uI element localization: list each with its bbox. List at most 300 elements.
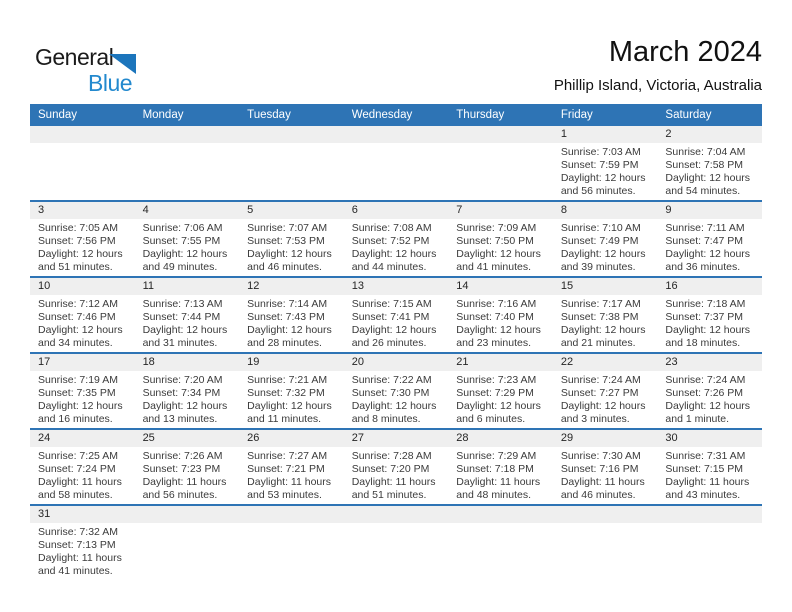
day-number-band [553,202,658,219]
detail-line: Sunrise: 7:31 AM [665,450,746,462]
day-number-band [448,126,553,143]
day-number-band [135,506,240,523]
day-details [239,219,344,276]
day-cell [344,506,449,580]
page-title: March 2024 [608,36,762,68]
detail-line: Sunrise: 7:17 AM [560,298,641,310]
day-cell [448,430,553,504]
day-number: 14 [456,280,469,292]
day-number: 20 [351,356,364,368]
detail-line: Sunrise: 7:15 AM [351,298,432,310]
detail-line: and 46 minutes. [247,261,322,273]
detail-line: and 51 minutes. [351,489,427,501]
detail-line: Sunrise: 7:21 AM [247,374,328,386]
day-number: 9 [665,204,672,216]
detail-line: and 23 minutes. [456,337,531,349]
detail-line: Sunrise: 7:28 AM [351,450,432,462]
detail-line: Sunrise: 7:04 AM [665,146,746,158]
day-cell [30,126,135,200]
detail-line: and 18 minutes. [665,337,741,349]
detail-line: and 53 minutes. [247,489,322,501]
detail-line: Sunset: 7:38 PM [560,311,639,323]
day-number-band [448,430,553,447]
detail-line: Daylight: 12 hours [142,400,228,412]
day-number-band [239,506,344,523]
day-number: 7 [456,204,463,216]
week-row [30,430,762,506]
day-details [553,219,658,276]
detail-line: and 13 minutes. [142,413,218,425]
detail-line: Sunset: 7:41 PM [351,311,430,323]
day-cell [30,202,135,276]
day-number-band [239,354,344,371]
detail-line: Daylight: 12 hours [560,400,646,412]
detail-line: Sunset: 7:56 PM [38,235,116,247]
day-details [657,219,762,276]
weekday-header-row [30,104,762,126]
detail-line: and 6 minutes. [456,413,526,425]
detail-line: and 41 minutes. [456,261,531,273]
day-cell [344,202,449,276]
logo-text-general: General [35,44,114,70]
day-details [344,295,449,352]
detail-line: Sunrise: 7:06 AM [142,222,223,234]
day-number-band [135,354,240,371]
detail-line: Daylight: 12 hours [456,400,541,412]
detail-line: and 44 minutes. [351,261,427,273]
day-cell [135,506,240,580]
detail-line: Daylight: 11 hours [142,476,227,488]
day-details [448,295,553,352]
detail-line: and 43 minutes. [665,489,741,501]
detail-line: Sunset: 7:55 PM [142,235,221,247]
day-number: 27 [351,432,364,444]
day-cell [135,354,240,428]
detail-line: Sunrise: 7:08 AM [351,222,432,234]
detail-line: Sunrise: 7:11 AM [665,222,745,234]
day-number-band [657,126,762,143]
day-number-band [135,278,240,295]
day-cell [135,126,240,200]
week-row [30,202,762,278]
title-block [554,36,762,94]
detail-line: Daylight: 12 hours [560,172,646,184]
detail-line: and 21 minutes. [560,337,636,349]
detail-line: Sunrise: 7:24 AM [560,374,641,386]
detail-line: Sunset: 7:44 PM [142,311,221,323]
weekday-header-monday: Monday [142,109,184,121]
day-cell [344,430,449,504]
detail-line: Daylight: 11 hours [247,476,331,488]
detail-line: Sunset: 7:32 PM [247,387,325,399]
day-cell [344,278,449,352]
day-details [448,447,553,504]
detail-line: and 8 minutes. [351,413,421,425]
detail-line: and 3 minutes. [560,413,630,425]
day-number-band [657,278,762,295]
day-cell [344,354,449,428]
day-number: 11 [142,280,154,292]
detail-line: Daylight: 12 hours [351,324,437,336]
day-number-band [553,506,658,523]
week-row [30,126,762,202]
day-details [135,447,240,504]
detail-line: Sunrise: 7:27 AM [247,450,328,462]
detail-line: Sunset: 7:52 PM [351,235,430,247]
detail-line: Sunset: 7:21 PM [247,463,325,475]
day-details [239,447,344,504]
detail-line: Daylight: 12 hours [247,400,332,412]
detail-line: Sunrise: 7:18 AM [665,298,746,310]
day-number-band [30,430,135,447]
day-details [448,143,553,148]
detail-line: Daylight: 12 hours [560,324,646,336]
day-number-band [135,126,240,143]
day-number: 22 [560,356,574,368]
weekday-header-tuesday: Tuesday [247,109,291,121]
detail-line: and 56 minutes. [142,489,218,501]
day-number-band [553,126,658,143]
day-number: 3 [38,204,45,216]
detail-line: Sunrise: 7:14 AM [247,298,328,310]
detail-line: Daylight: 12 hours [560,248,646,260]
day-number-band [657,506,762,523]
detail-line: and 39 minutes. [560,261,636,273]
day-details [239,523,344,528]
day-number: 6 [351,204,358,216]
day-number-band [344,430,449,447]
detail-line: and 36 minutes. [665,261,741,273]
detail-line: and 51 minutes. [38,261,113,273]
day-number-band [448,506,553,523]
detail-line: and 34 minutes. [38,337,113,349]
detail-line: and 58 minutes. [38,489,113,501]
detail-line: Sunrise: 7:19 AM [38,374,118,386]
detail-line: Daylight: 12 hours [247,248,332,260]
weekday-header-sunday: Sunday [38,109,78,121]
detail-line: Sunrise: 7:20 AM [142,374,223,386]
day-number-band [448,202,553,219]
detail-line: Sunset: 7:29 PM [456,387,534,399]
day-cell [135,430,240,504]
detail-line: Sunrise: 7:23 AM [456,374,537,386]
day-number-band [30,278,135,295]
detail-line: Sunset: 7:46 PM [38,311,116,323]
day-details [657,295,762,352]
detail-line: Daylight: 11 hours [560,476,645,488]
day-number: 28 [456,432,469,444]
detail-line: Daylight: 12 hours [665,400,751,412]
day-number-band [30,506,135,523]
detail-line: and 11 minutes. [247,413,322,425]
detail-line: Sunset: 7:30 PM [351,387,430,399]
day-number-band [448,354,553,371]
detail-line: and 48 minutes. [456,489,531,501]
day-cell [448,354,553,428]
day-details [30,523,135,580]
day-details [239,371,344,428]
detail-line: Sunset: 7:43 PM [247,311,325,323]
detail-line: Daylight: 11 hours [456,476,541,488]
detail-line: Sunset: 7:26 PM [665,387,744,399]
detail-line: Sunset: 7:35 PM [38,387,116,399]
day-details [553,143,658,200]
day-details [135,295,240,352]
day-number-band [135,430,240,447]
weekday-header-saturday: Saturday [665,109,712,121]
detail-line: Daylight: 12 hours [456,248,541,260]
day-number-band [30,354,135,371]
day-number-band [239,202,344,219]
day-details [344,219,449,276]
day-number: 30 [665,432,678,444]
day-number-band [344,202,449,219]
day-cell [239,126,344,200]
day-details [30,295,135,352]
day-details [135,143,240,148]
day-cell [448,126,553,200]
detail-line: Daylight: 11 hours [38,552,122,564]
day-number: 2 [665,128,672,140]
day-details [553,371,658,428]
detail-line: Sunrise: 7:25 AM [38,450,118,462]
detail-line: Daylight: 12 hours [247,324,332,336]
day-details [135,523,240,528]
detail-line: Daylight: 12 hours [665,324,751,336]
day-number: 17 [38,356,51,368]
detail-line: Daylight: 12 hours [142,324,228,336]
calendar [30,104,762,580]
day-details [344,447,449,504]
weekday-header-wednesday: Wednesday [351,109,413,121]
day-number-band [553,354,658,371]
day-cell [135,202,240,276]
day-cell [553,278,658,352]
detail-line: Sunrise: 7:29 AM [456,450,537,462]
detail-line: and 41 minutes. [38,565,113,577]
day-cell [30,354,135,428]
detail-line: Daylight: 12 hours [351,400,437,412]
day-number: 12 [247,280,260,292]
day-cell [30,430,135,504]
day-details [553,295,658,352]
day-cell [657,202,762,276]
day-number-band [239,126,344,143]
detail-line: Sunset: 7:15 PM [665,463,744,475]
detail-line: Sunset: 7:59 PM [560,159,639,171]
detail-line: Sunrise: 7:10 AM [560,222,641,234]
detail-line: Sunrise: 7:05 AM [38,222,118,234]
day-details [657,447,762,504]
day-number: 24 [38,432,51,444]
day-details [239,295,344,352]
detail-line: Daylight: 11 hours [351,476,436,488]
day-details [239,143,344,148]
detail-line: Daylight: 12 hours [665,248,751,260]
day-cell [657,430,762,504]
detail-line: Sunrise: 7:24 AM [665,374,746,386]
day-number-band [344,278,449,295]
day-number: 18 [142,356,155,368]
day-cell [553,354,658,428]
detail-line: Sunset: 7:58 PM [665,159,744,171]
detail-line: Sunrise: 7:26 AM [142,450,223,462]
day-number: 10 [38,280,51,292]
day-cell [344,126,449,200]
detail-line: and 49 minutes. [142,261,218,273]
detail-line: and 56 minutes. [560,185,636,197]
detail-line: Daylight: 12 hours [351,248,437,260]
day-number: 26 [247,432,260,444]
day-number: 31 [38,508,51,520]
day-details [344,143,449,148]
detail-line: Sunrise: 7:22 AM [351,374,432,386]
day-details [30,371,135,428]
detail-line: Sunrise: 7:03 AM [560,146,641,158]
detail-line: Daylight: 12 hours [142,248,228,260]
detail-line: and 31 minutes. [142,337,218,349]
day-cell [553,202,658,276]
day-number-band [239,430,344,447]
day-number-band [553,278,658,295]
day-cell [553,430,658,504]
day-cell [239,278,344,352]
detail-line: Daylight: 11 hours [38,476,122,488]
day-cell [135,278,240,352]
logo-text-blue: Blue [88,70,133,96]
day-number: 19 [247,356,260,368]
day-details [657,143,762,200]
detail-line: Sunset: 7:53 PM [247,235,325,247]
day-number: 13 [351,280,364,292]
detail-line: and 16 minutes. [38,413,113,425]
day-number-band [553,430,658,447]
detail-line: Sunset: 7:34 PM [142,387,221,399]
day-details [30,447,135,504]
day-number-band [448,278,553,295]
detail-line: Sunset: 7:13 PM [38,539,116,551]
day-number: 1 [560,128,567,140]
detail-line: Sunset: 7:16 PM [560,463,639,475]
detail-line: Sunset: 7:49 PM [560,235,639,247]
detail-line: and 1 minute. [665,413,730,425]
day-number: 4 [142,204,149,216]
weekday-header-friday: Friday [560,109,593,121]
general-blue-logo [35,44,175,98]
day-cell [239,202,344,276]
day-cell [30,278,135,352]
detail-line: Daylight: 12 hours [665,172,751,184]
day-cell [657,126,762,200]
detail-line: Sunrise: 7:30 AM [560,450,641,462]
day-details [30,219,135,276]
day-number-band [344,126,449,143]
detail-line: Sunrise: 7:09 AM [456,222,537,234]
day-number-band [657,202,762,219]
detail-line: Daylight: 12 hours [38,248,123,260]
day-cell [553,126,658,200]
detail-line: Sunset: 7:20 PM [351,463,430,475]
detail-line: and 26 minutes. [351,337,427,349]
detail-line: Sunrise: 7:32 AM [38,526,118,538]
day-number: 25 [142,432,155,444]
detail-line: Sunrise: 7:13 AM [142,298,223,310]
detail-line: Daylight: 12 hours [456,324,541,336]
day-number-band [30,126,135,143]
detail-line: Sunrise: 7:07 AM [247,222,328,234]
day-cell [30,506,135,580]
day-cell [553,506,658,580]
day-details [344,371,449,428]
detail-line: Sunset: 7:27 PM [560,387,639,399]
detail-line: Daylight: 11 hours [665,476,750,488]
day-cell [448,506,553,580]
day-number-band [30,202,135,219]
detail-line: Sunset: 7:18 PM [456,463,534,475]
day-details [448,371,553,428]
day-cell [448,202,553,276]
day-cell [239,354,344,428]
day-number: 16 [665,280,678,292]
day-number-band [344,506,449,523]
day-details [135,219,240,276]
day-cell [239,430,344,504]
day-number-band [344,354,449,371]
day-details [448,523,553,528]
week-row [30,354,762,430]
detail-line: Daylight: 12 hours [38,400,123,412]
detail-line: Sunset: 7:23 PM [142,463,221,475]
day-details [344,523,449,528]
detail-line: Sunrise: 7:16 AM [456,298,537,310]
detail-line: and 28 minutes. [247,337,322,349]
detail-line: Sunset: 7:47 PM [665,235,744,247]
day-cell [657,278,762,352]
day-number: 29 [560,432,574,444]
day-cell [448,278,553,352]
page-subtitle: Phillip Island, Victoria, Australia [553,77,762,94]
day-details [30,143,135,148]
day-number-band [239,278,344,295]
day-number: 5 [247,204,254,216]
detail-line: Sunset: 7:50 PM [456,235,534,247]
day-number: 8 [560,204,567,216]
detail-line: Sunset: 7:40 PM [456,311,534,323]
day-number: 23 [665,356,678,368]
day-cell [239,506,344,580]
day-details [657,371,762,428]
day-details [135,371,240,428]
day-number: 21 [456,356,469,368]
day-details [553,523,658,528]
detail-line: and 54 minutes. [665,185,741,197]
detail-line: and 46 minutes. [560,489,636,501]
day-details [657,523,762,528]
day-details [448,219,553,276]
calendar-body [30,126,762,580]
day-number-band [657,354,762,371]
detail-line: Sunset: 7:37 PM [665,311,744,323]
day-number-band [135,202,240,219]
day-cell [657,354,762,428]
day-details [553,447,658,504]
week-row [30,278,762,354]
weekday-header-thursday: Thursday [456,109,505,121]
day-number: 15 [560,280,574,292]
detail-line: Daylight: 12 hours [38,324,123,336]
week-row [30,506,762,580]
day-number-band [657,430,762,447]
